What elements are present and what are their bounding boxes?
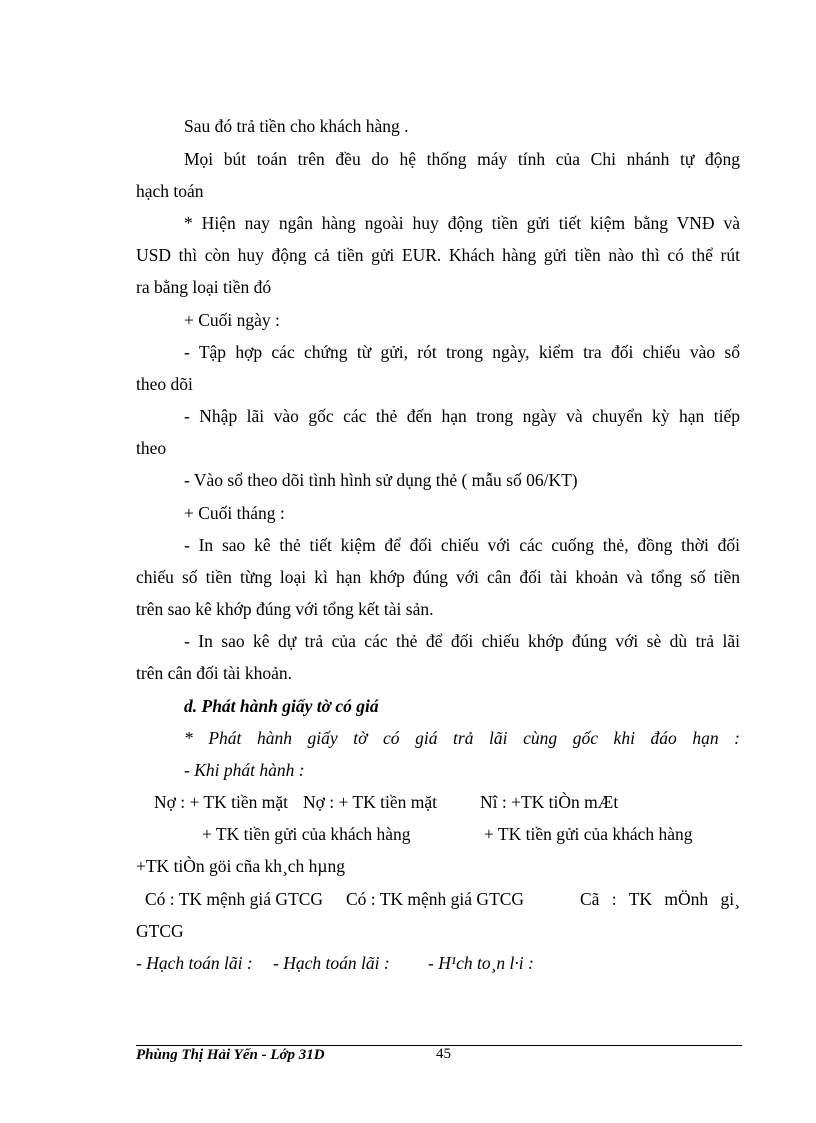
paragraph-line: - Tập hợp các chứng từ gửi, rót trong ngày, kiểm tra đối chiếu vào sổ <box>184 342 740 362</box>
interest-entry-c: - H¹ch to¸n l·i : <box>428 953 534 973</box>
credit-entry-c-continued: GTCG <box>136 921 184 941</box>
subsection-issue: - Khi phát hành : <box>184 760 305 780</box>
paragraph-line: chiếu số tiền từng loại kì hạn khớp đúng với cân đối tài khoản và tổng số tiền <box>136 567 740 587</box>
deposit-entry-b: + TK tiền gửi của khách hàng <box>484 824 693 844</box>
paragraph-line: - Nhập lãi vào gốc các thẻ đến hạn trong ngày và chuyển kỳ hạn tiếp <box>184 406 740 426</box>
section-heading: d. Phát hành giấy tờ có giá <box>184 696 379 716</box>
paragraph-line: Mọi bút toán trên đều do hệ thống máy tính của Chi nhánh tự động <box>184 149 740 169</box>
paragraph-line: ra bằng loại tiền đó <box>136 277 272 297</box>
footer-author: Phùng Thị Hải Yến - Lớp 31D <box>136 1047 325 1063</box>
paragraph-line: Sau đó trả tiền cho khách hàng . <box>184 116 409 136</box>
paragraph-line: hạch toán <box>136 181 204 201</box>
paragraph-line: trên sao kê khớp đúng với tổng kết tài sản. <box>136 599 434 619</box>
paragraph-line: + Cuối ngày : <box>184 310 280 330</box>
paragraph-line: * Hiện nay ngân hàng ngoài huy động tiền gửi tiết kiệm bằng VNĐ và <box>184 213 740 233</box>
paragraph-line: - In sao kê thẻ tiết kiệm để đối chiếu với các cuống thẻ, đồng thời đối <box>184 535 740 555</box>
paragraph-line: - Vào sổ theo dõi tình hình sử dụng thẻ ( mẫu số 06/KT) <box>184 470 578 490</box>
paragraph-line: trên cân đối tài khoản. <box>136 663 292 683</box>
paragraph-line: + Cuối tháng : <box>184 503 285 523</box>
paragraph-line: theo <box>136 438 167 458</box>
credit-entry-c: Cã : TK mÖnh gi¸ <box>580 889 740 909</box>
paragraph-line: USD thì còn huy động cả tiền gửi EUR. Khách hàng gửi tiền nào thì có thể rút <box>136 245 740 265</box>
interest-entry-a: - Hạch toán lãi : <box>136 953 253 973</box>
page-number: 45 <box>436 1046 451 1062</box>
debit-entry-b: Nợ : + TK tiền mặt <box>303 792 437 812</box>
subsection-intro: * Phát hành giấy tờ có giá trả lãi cùng gốc khi đáo hạn : <box>184 728 740 748</box>
interest-entry-b: - Hạch toán lãi : <box>273 953 390 973</box>
debit-entry-a: Nợ : + TK tiền mặt <box>154 792 288 812</box>
credit-entry-b: Có : TK mệnh giá GTCG <box>346 889 525 909</box>
debit-entry-c: Nî : +TK tiÒn mÆt <box>480 792 619 812</box>
credit-entry-a: Có : TK mệnh giá GTCG <box>145 889 324 909</box>
deposit-entry-a: + TK tiền gửi của khách hàng <box>202 824 411 844</box>
paragraph-line: - In sao kê dự trả của các thẻ để đối chiếu khớp đúng với sè dù trả lãi <box>184 631 740 651</box>
paragraph-line: theo dõi <box>136 374 193 394</box>
deposit-entry-c: +TK tiÒn göi cña kh¸ch hµng <box>136 856 346 876</box>
